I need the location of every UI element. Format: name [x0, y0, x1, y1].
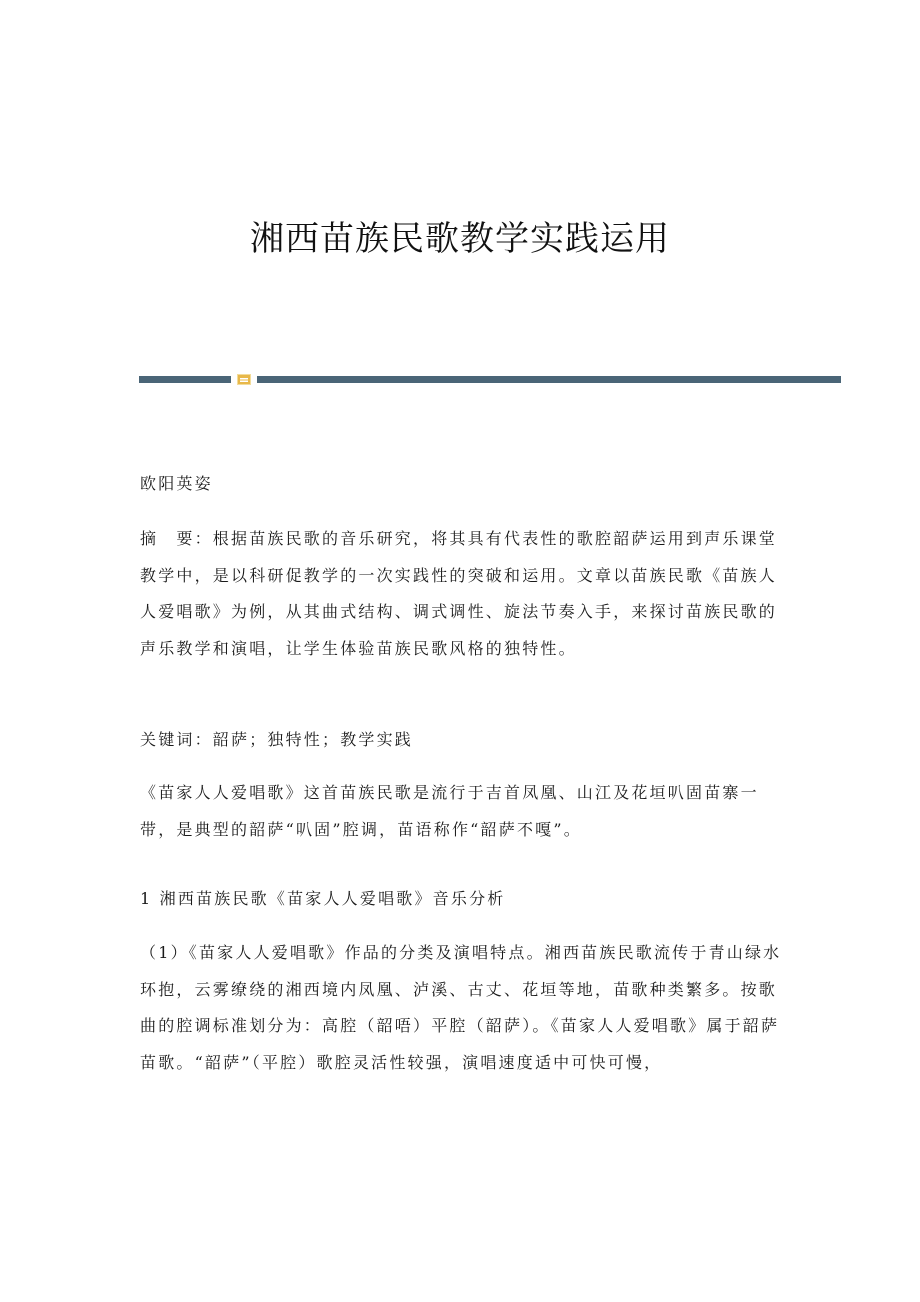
- body-paragraph: （1）《苗家人人爱唱歌》作品的分类及演唱特点。湘西苗族民歌流传于青山绿水环抱，云雾缭绕的湘西境内凤凰、泸溪、古丈、花垣等地，苗歌种类繁多。按歌曲的腔调标准划分为：高腔（韶唔）平腔（韶萨）。《苗家人人爱唱歌》属于韶萨苗歌。“韶萨”（平腔）歌腔灵活性较强，演唱速度适中可快可慢，: [140, 943, 782, 1072]
- intro-paragraph: 《苗家人人爱唱歌》这首苗族民歌是流行于吉首凤凰、山江及花垣叭固苗寨一带，是典型的韶萨“叭固”腔调，苗语称作“韶萨不嘎”。: [140, 783, 759, 839]
- page-title: 湘西苗族民歌教学实践运用: [250, 219, 670, 259]
- divider-bar-left: [139, 376, 231, 383]
- abstract: 摘 要：根据苗族民歌的音乐研究，将其具有代表性的歌腔韶萨运用到声乐课堂教学中，是以科研促教学的一次实践性的突破和运用。文章以苗族民歌《苗族人人爱唱歌》为例，从其曲式结构、调式调性、旋法节奏入手，来探讨苗族民歌的声乐教学和演唱，让学生体验苗族民歌风格的独特性。: [140, 529, 778, 658]
- section-heading: 1 湘西苗族民歌《苗家人人爱唱歌》音乐分析: [140, 889, 506, 908]
- keywords: 关键词：韶萨；独特性；教学实践: [140, 730, 414, 749]
- title-divider: [139, 372, 841, 386]
- divider-bar-right: [257, 376, 841, 383]
- author: 欧阳英姿: [140, 474, 213, 493]
- divider-ornament-icon: [237, 374, 251, 385]
